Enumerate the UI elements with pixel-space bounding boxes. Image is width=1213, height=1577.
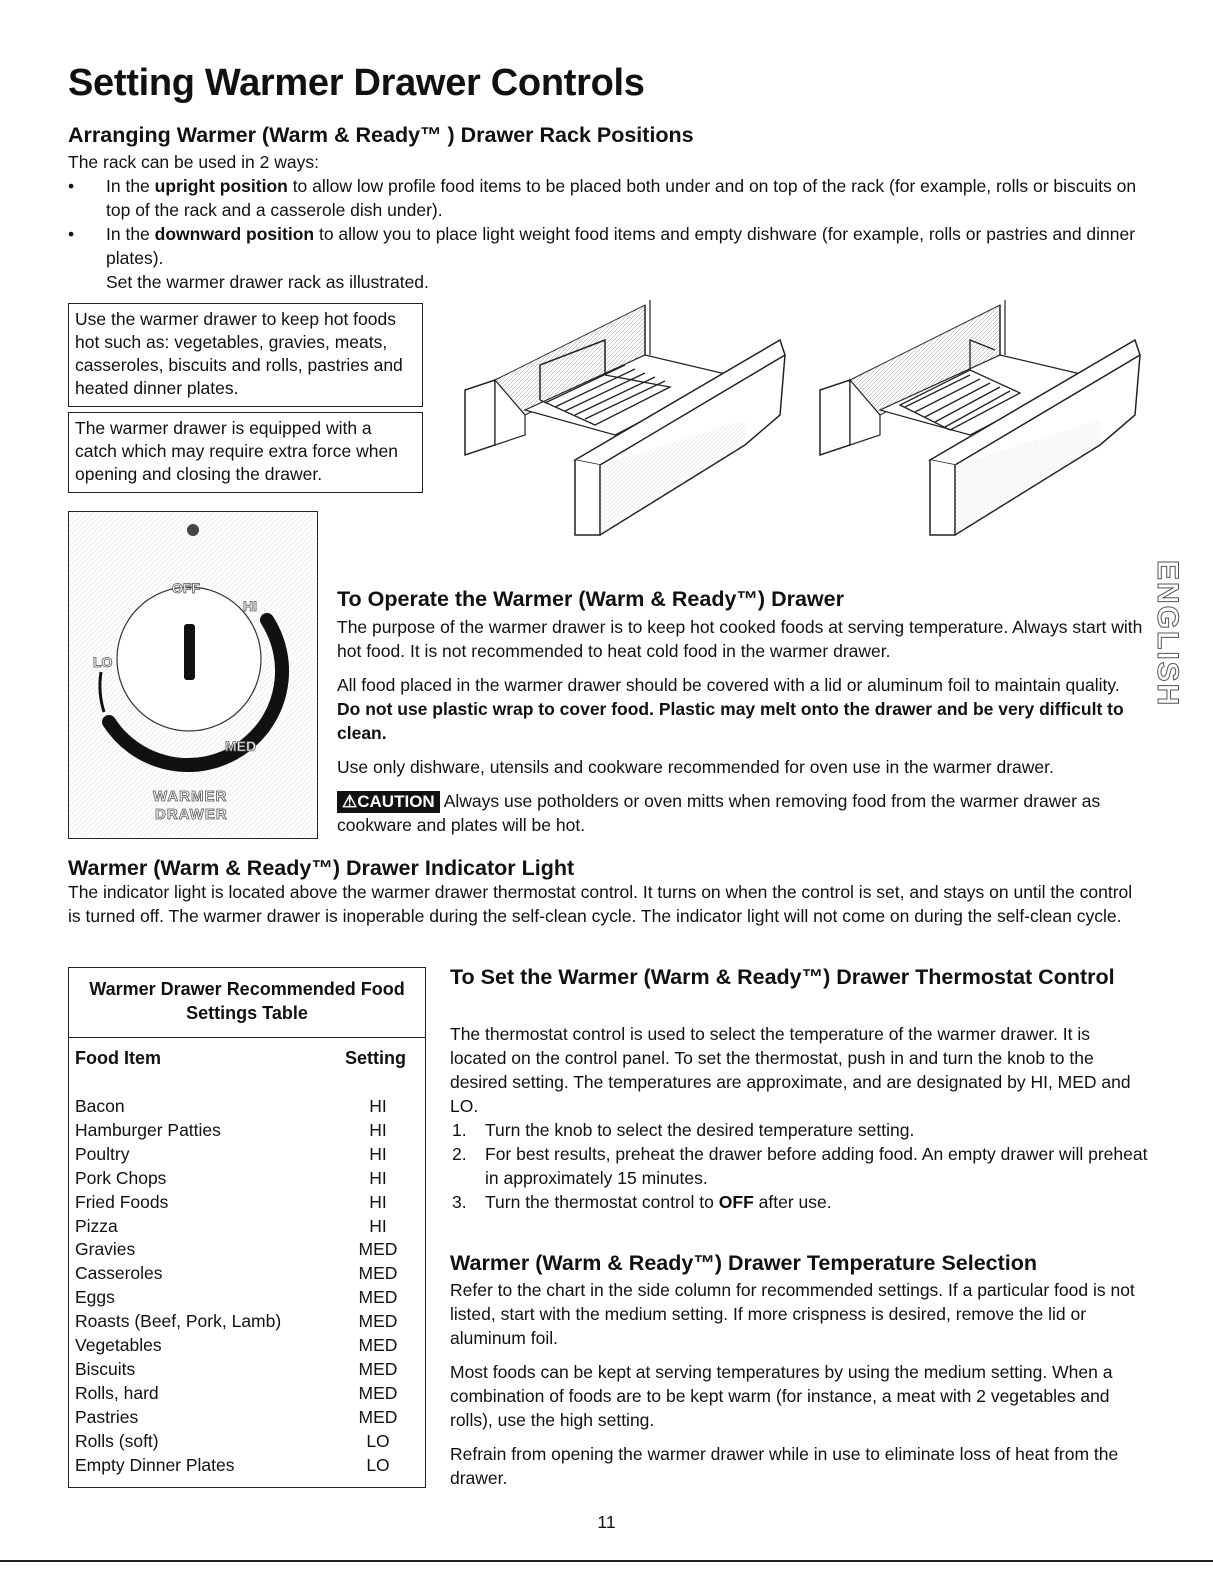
language-side-tab	[1150, 560, 1184, 710]
knob-warmer-label: WARMER	[153, 788, 228, 805]
step-text: For best results, preheat the drawer before adding food. An empty drawer will preheat in approximately 15 minutes.	[485, 1144, 1148, 1188]
food-item-cell: Empty Dinner Plates	[75, 1454, 235, 1475]
catch-note: The warmer drawer is equipped with a catch which may require extra force when opening and closing the drawer.	[68, 412, 423, 493]
operate-text	[337, 615, 1143, 847]
setting-cell: HI	[369, 1119, 387, 1140]
indicator-paragraph: The indicator light is located above the warmer drawer thermostat control. It turns on when the control is set, and stays on until the control is turned off. The warmer drawer is inoperable during the self-clean cycle. The indicator light will not come on during the self-clean cycle.	[68, 882, 1133, 926]
operate-p2-warning: Do not use plastic wrap to cover food. Plastic may melt onto the drawer and be very difficult to clean.	[337, 699, 1124, 743]
caution-label: CAUTION	[357, 792, 435, 811]
table-row	[75, 1334, 415, 1358]
operate-p2	[337, 673, 1143, 745]
caution-badge	[337, 791, 440, 813]
table-row	[75, 1191, 415, 1215]
step-number: 3.	[452, 1192, 467, 1212]
setting-cell: MED	[358, 1263, 398, 1284]
table-row	[75, 1143, 415, 1167]
setting-cell: MED	[358, 1406, 398, 1427]
table-row	[75, 1430, 415, 1454]
step-bold: OFF	[718, 1192, 754, 1212]
knob-drawer-label: DRAWER	[155, 806, 228, 823]
table-title	[69, 968, 425, 1038]
table-row	[75, 1215, 415, 1239]
thermostat-text	[450, 1022, 1150, 1214]
food-item-cell: Rolls (soft)	[75, 1430, 159, 1451]
step-number: 1.	[452, 1120, 467, 1140]
rack-positions-heading: Arranging Warmer (Warm & Ready™ ) Drawer Rack Positions	[68, 123, 694, 147]
setting-cell: MED	[358, 1358, 398, 1379]
food-item-cell: Eggs	[75, 1287, 115, 1308]
setting-cell: MED	[358, 1382, 398, 1403]
setting-cell: MED	[358, 1239, 398, 1260]
food-item-cell: Pastries	[75, 1406, 139, 1427]
food-item-cell: Pizza	[75, 1215, 118, 1236]
food-item-cell: Vegetables	[75, 1335, 162, 1356]
knob-off-label: OFF	[172, 580, 200, 596]
table-rows	[75, 1095, 415, 1478]
bullet-text: to allow you to place light weight food items and empty dishware (for example, rolls or pastries and dinner plates).	[106, 224, 1136, 268]
knob-med-label: MED	[225, 738, 257, 754]
step-number: 2.	[452, 1144, 467, 1164]
bullet-text: In the	[106, 176, 155, 196]
rack-bullets	[68, 174, 1148, 270]
step-1	[450, 1118, 1150, 1142]
caution-text: Always use potholders or oven mitts when removing food from the warmer drawer as cookware and plates will be hot.	[337, 791, 1101, 835]
setting-cell: HI	[369, 1143, 387, 1164]
setting-cell: HI	[369, 1167, 387, 1188]
step-2	[450, 1142, 1150, 1190]
setting-cell: LO	[366, 1454, 390, 1475]
bullet-bold: downward position	[154, 224, 315, 244]
rack-intro: The rack can be used in 2 ways:	[68, 152, 319, 172]
operate-p1: The purpose of the warmer drawer is to keep hot cooked foods at serving temperature. Always start with hot food. It is not recommended to heat cold food in the warmer drawer.	[337, 617, 1143, 661]
setting-cell: HI	[369, 1215, 387, 1236]
setting-cell: MED	[358, 1311, 398, 1332]
table-row	[75, 1119, 415, 1143]
thermostat-heading: To Set the Warmer (Warm & Ready™) Drawer Thermostat Control	[450, 965, 1115, 989]
table-row	[75, 1406, 415, 1430]
setting-cell: MED	[358, 1335, 398, 1356]
step-text: after use.	[753, 1192, 832, 1212]
table-row	[75, 1095, 415, 1119]
operate-p2-text: All food placed in the warmer drawer should be covered with a lid or aluminum foil to maintain quality.	[337, 675, 1120, 695]
setting-cell: HI	[369, 1096, 387, 1116]
food-item-cell: Bacon	[75, 1096, 125, 1116]
indicator-text	[68, 880, 1144, 928]
food-item-cell: Casseroles	[75, 1263, 163, 1284]
step-3	[450, 1190, 1150, 1214]
drawer-downward-illustration	[810, 295, 1150, 540]
table-row	[75, 1167, 415, 1191]
rack-positions-text	[68, 150, 1148, 294]
temperature-p3: Refrain from opening the warmer drawer while in use to eliminate loss of heat from the drawer.	[450, 1444, 1119, 1488]
settings-table	[68, 967, 426, 1488]
food-item-cell: Pork Chops	[75, 1167, 167, 1188]
knob-lo-label: LO	[93, 654, 113, 670]
operate-heading: To Operate the Warmer (Warm & Ready™) Drawer	[337, 587, 844, 611]
knob-hi-label: HI	[243, 598, 257, 614]
temperature-p1: Refer to the chart in the side column for recommended settings. If a particular food is not listed, start with the medium setting. If more crispness is desired, remove the lid or aluminum foil.	[450, 1280, 1135, 1348]
step-text: Turn the thermostat control to	[485, 1192, 719, 1212]
step-text: Turn the knob to select the desired temperature setting.	[485, 1120, 915, 1140]
warning-triangle-icon: ⚠	[342, 792, 358, 811]
table-row	[75, 1310, 415, 1334]
food-item-cell: Biscuits	[75, 1358, 136, 1379]
warmer-knob-panel	[68, 511, 318, 839]
food-item-cell: Rolls, hard	[75, 1382, 159, 1403]
operate-p3: Use only dishware, utensils and cookware recommended for oven use in the warmer drawer.	[337, 757, 1054, 777]
food-item-cell: Roasts (Beef, Pork, Lamb)	[75, 1311, 282, 1332]
food-item-cell: Gravies	[75, 1239, 136, 1260]
table-row	[75, 1262, 415, 1286]
bullet-downward	[68, 222, 1148, 270]
caution-paragraph	[337, 789, 1143, 837]
temperature-heading: Warmer (Warm & Ready™) Drawer Temperature Selection	[450, 1251, 1038, 1275]
temperature-text	[450, 1278, 1150, 1500]
indicator-heading: Warmer (Warm & Ready™) Drawer Indicator Light	[68, 856, 575, 880]
bullet-text: to allow low profile food items to be placed both under and on top of the rack (for example, rolls or biscuits on top of the rack and a casserole dish under).	[106, 176, 1137, 220]
bullet-text: In the	[106, 224, 155, 244]
setting-cell: HI	[369, 1191, 387, 1212]
table-row	[75, 1382, 415, 1406]
table-title-line2: Settings Table	[186, 1003, 308, 1023]
page-title: Setting Warmer Drawer Controls	[68, 62, 645, 104]
setting-cell: LO	[366, 1430, 390, 1451]
table-row	[75, 1454, 415, 1478]
food-item-cell: Fried Foods	[75, 1191, 169, 1212]
bottom-rule	[0, 1560, 1213, 1562]
language-label: ENGLISH	[1151, 560, 1184, 708]
page-number: 11	[597, 1512, 616, 1532]
hot-foods-note: Use the warmer drawer to keep hot foods hot such as: vegetables, gravies, meats, casseroles, biscuits and rolls, pastries and heated dinner plates.	[68, 303, 423, 407]
food-item-cell: Poultry	[75, 1143, 130, 1164]
column-header-setting: Setting	[345, 1048, 406, 1068]
thermostat-steps	[450, 1118, 1150, 1214]
table-row	[75, 1238, 415, 1262]
rack-set-note: Set the warmer drawer rack as illustrated.	[106, 272, 429, 292]
food-item-cell: Hamburger Patties	[75, 1119, 221, 1140]
temperature-p2: Most foods can be kept at serving temperatures by using the medium setting. When a combination of foods are to be kept warm (for instance, a meat with 2 vegetables and rolls), use the high setting.	[450, 1362, 1113, 1430]
table-row	[75, 1358, 415, 1382]
drawer-upright-illustration	[455, 295, 795, 540]
table-row	[75, 1286, 415, 1310]
setting-cell: MED	[358, 1287, 398, 1308]
bullet-upright	[68, 174, 1148, 222]
column-header-food: Food Item	[75, 1048, 161, 1068]
bullet-bold: upright position	[154, 176, 288, 196]
table-title-line1: Warmer Drawer Recommended Food	[89, 979, 405, 999]
thermostat-paragraph: The thermostat control is used to select the temperature of the warmer drawer. It is located on the control panel. To set the thermostat, push in and turn the knob to the desired setting. The temperatures are approximate, and are designated by HI, MED and LO.	[450, 1024, 1131, 1116]
